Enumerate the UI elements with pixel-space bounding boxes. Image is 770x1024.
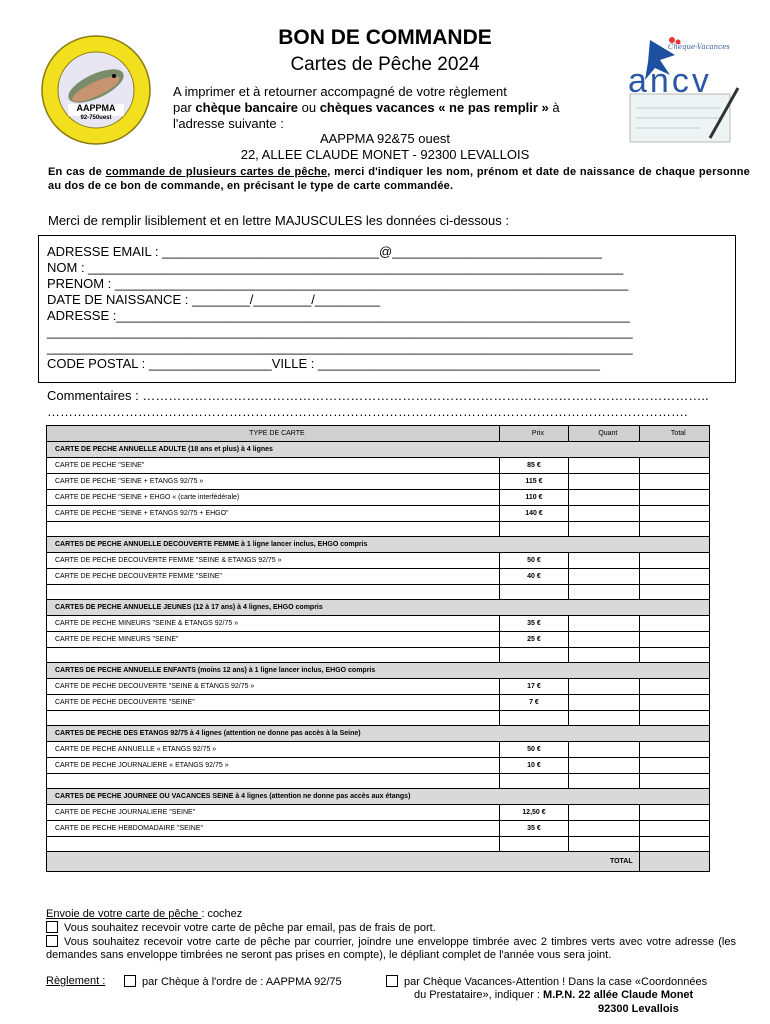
quantity-cell[interactable] <box>569 506 640 522</box>
aappma-logo-subtext: 92-750uest <box>80 115 112 121</box>
spacer-cell <box>47 648 500 663</box>
spacer-row <box>47 522 710 537</box>
total-cell[interactable] <box>639 474 709 490</box>
total-cell[interactable] <box>639 490 709 506</box>
card-type: CARTE DE PECHE DECOUVERTE FEMME "SEINE & ETANGS 92/75 » <box>47 553 500 569</box>
section-title: CARTES DE PECHE DES ETANGS 92/75 à 4 lignes (attention ne donne pas accès à la Seine) <box>47 726 710 742</box>
card-price: 35 € <box>499 821 568 837</box>
page-title: BON DE COMMANDE <box>278 26 492 49</box>
comments-field-line-2[interactable]: …………………………………………………………………………………………………………………………………. <box>47 404 688 419</box>
adresse-line-3[interactable]: _________________________________________________________________________________ <box>47 340 633 355</box>
quantity-cell[interactable] <box>569 490 640 506</box>
cheque-vacances-instruction <box>414 989 693 1002</box>
spacer-cell <box>47 522 500 537</box>
spacer-cell <box>639 774 709 789</box>
cheque-checkbox[interactable] <box>124 975 136 987</box>
quantity-cell[interactable] <box>569 474 640 490</box>
spacer-row <box>47 837 710 852</box>
card-type: CARTE DE PECHE MINEURS "SEINE & ETANGS 92/75 » <box>47 616 500 632</box>
spacer-cell <box>499 522 568 537</box>
option-email-label: Vous souhaitez recevoir votre carte de pêche par email, pas de frais de port. <box>64 922 436 934</box>
table-row <box>47 458 710 474</box>
spacer-cell <box>47 585 500 600</box>
section-header-row <box>47 600 710 616</box>
spacer-cell <box>47 774 500 789</box>
table-row <box>47 679 710 695</box>
table-row <box>47 474 710 490</box>
option-email <box>46 921 736 934</box>
quantity-cell[interactable] <box>569 458 640 474</box>
card-type: CARTE DE PECHE DECOUVERTE FEMME "SEINE" <box>47 569 500 585</box>
table-row <box>47 742 710 758</box>
card-price: 7 € <box>499 695 568 711</box>
ancv-logo-subtext: Chèque-Vacances <box>668 43 730 51</box>
envoi-label-underlined: Envoie de votre carte de pêche <box>46 908 202 920</box>
section-header-row <box>47 726 710 742</box>
birthdate-field[interactable]: DATE DE NAISSANCE : ________/________/_________ <box>47 292 380 307</box>
note-underlined: commande de plusieurs cartes de pêche <box>105 166 328 178</box>
card-price: 10 € <box>499 758 568 774</box>
card-type: CARTE DE PECHE "SEINE + ETANGS 92/75 + EHGO" <box>47 506 500 522</box>
card-type: CARTE DE PECHE MINEURS "SEINE" <box>47 632 500 648</box>
instr-part-a: par <box>173 100 196 115</box>
table-row <box>47 553 710 569</box>
email-field[interactable]: ADRESSE EMAIL : ______________________________@_____________________________ <box>47 244 602 259</box>
quantity-cell[interactable] <box>569 569 640 585</box>
spacer-cell <box>639 648 709 663</box>
section-title: CARTES DE PECHE JOURNEE OU VACANCES SEINE à 4 lignes (attention ne donne pas accès aux étangs) <box>47 789 710 805</box>
card-type: CARTE DE PECHE "SEINE" <box>47 458 500 474</box>
quantity-cell[interactable] <box>569 695 640 711</box>
aappma-logo-text: AAPPMA <box>76 103 116 113</box>
spacer-cell <box>639 522 709 537</box>
instructions-line-3: l'adresse suivante : <box>173 116 284 131</box>
card-price: 85 € <box>499 458 568 474</box>
instr-part-c: ou <box>298 100 320 115</box>
header-type: TYPE DE CARTE <box>47 426 500 442</box>
cheque-vacances-checkbox[interactable] <box>386 975 398 987</box>
table-row <box>47 490 710 506</box>
spacer-row <box>47 585 710 600</box>
total-cell[interactable] <box>639 821 709 837</box>
option-cheque-vacances-label: par Chèque Vacances-Attention ! Dans la case «Coordonnées <box>404 976 708 988</box>
spacer-row <box>47 711 710 726</box>
spacer-cell <box>499 711 568 726</box>
quantity-cell[interactable] <box>569 679 640 695</box>
card-type: CARTE DE PECHE "SEINE + ETANGS 92/75 » <box>47 474 500 490</box>
spacer-cell <box>639 585 709 600</box>
address-line-1: AAPPMA 92&75 ouest <box>319 131 451 146</box>
total-cell[interactable] <box>639 458 709 474</box>
adresse-line-2[interactable]: _________________________________________________________________________________ <box>47 324 633 339</box>
reglement-label-text: Règlement : <box>46 975 106 987</box>
quantity-cell[interactable] <box>569 553 640 569</box>
section-header-row <box>47 442 710 458</box>
spacer-cell <box>639 837 709 852</box>
quantity-cell[interactable] <box>569 616 640 632</box>
section-title: CARTES DE PECHE ANNUELLE DECOUVERTE FEMME à 1 ligne lancer inclus, EHGO compris <box>47 537 710 553</box>
card-type: CARTE DE PECHE DECOUVERTE "SEINE" <box>47 695 500 711</box>
card-type: CARTE DE PECHE DECOUVERTE "SEINE & ETANGS 92/75 » <box>47 679 500 695</box>
option-cheque-label: par Chèque à l'ordre de : AAPPMA 92/75 <box>142 976 342 988</box>
total-cell[interactable] <box>639 632 709 648</box>
spacer-cell <box>569 522 640 537</box>
card-price: 50 € <box>499 742 568 758</box>
option-cheque <box>124 975 342 988</box>
multiple-cards-note <box>48 165 750 193</box>
nom-field[interactable]: NOM : __________________________________________________________________________ <box>47 260 624 275</box>
spacer-cell <box>639 711 709 726</box>
header-total: Total <box>639 426 709 442</box>
page-subtitle: Cartes de Pêche 2024 <box>290 54 480 75</box>
courrier-checkbox[interactable] <box>46 935 58 947</box>
total-cell[interactable] <box>639 805 709 821</box>
spacer-cell <box>569 585 640 600</box>
instr-cheque-bancaire: chèque bancaire <box>195 100 299 115</box>
spacer-cell <box>47 711 500 726</box>
table-row <box>47 506 710 522</box>
spacer-row <box>47 774 710 789</box>
table-row <box>47 632 710 648</box>
reglement-label <box>46 975 105 987</box>
spacer-cell <box>569 774 640 789</box>
spacer-cell <box>499 837 568 852</box>
prenom-field[interactable]: PRENOM : _______________________________________________________________________ <box>47 276 629 291</box>
card-type: CARTE DE PECHE ANNUELLE « ETANGS 92/75 » <box>47 742 500 758</box>
card-price: 17 € <box>499 679 568 695</box>
total-cell[interactable] <box>639 679 709 695</box>
section-header-row <box>47 789 710 805</box>
spacer-row <box>47 648 710 663</box>
instructions-line-1: A imprimer et à retourner accompagné de votre règlement <box>173 84 507 99</box>
total-cell[interactable] <box>639 616 709 632</box>
spacer-cell <box>499 648 568 663</box>
envoi-label-suffix: : cochez <box>201 908 243 920</box>
order-table <box>46 425 710 872</box>
option-cheque-vacances <box>386 975 746 989</box>
card-price: 50 € <box>499 553 568 569</box>
section-title: CARTE DE PECHE ANNUELLE ADULTE (18 ans et plus) à 4 lignes <box>47 442 710 458</box>
note-part-a: En cas de <box>48 166 106 178</box>
instr-part-e: à <box>548 100 560 115</box>
table-header-row <box>47 426 710 442</box>
total-label: TOTAL <box>47 852 640 872</box>
card-type: CARTE DE PECHE "SEINE + EHGO « (carte interfédérale) <box>47 490 500 506</box>
address-line-2: 22, ALLEE CLAUDE MONET - 92300 LEVALLOIS <box>240 147 530 162</box>
option-courrier-label: Vous souhaitez recevoir votre carte de pêche par courrier, joindre une enveloppe timbrée avec 2 timbres verts avec votre adresse (les demandes sans enveloppe timbrées ne seront pas prises en compte), le dépliant complet de l'année vous sera joint. <box>46 936 736 961</box>
total-row <box>47 852 710 872</box>
quantity-cell[interactable] <box>569 805 640 821</box>
card-price: 110 € <box>499 490 568 506</box>
section-title: CARTES DE PECHE ANNUELLE JEUNES (12 à 17 ans) à 4 lignes, EHGO compris <box>47 600 710 616</box>
table-row <box>47 569 710 585</box>
quantity-cell[interactable] <box>569 742 640 758</box>
header-prix: Prix <box>499 426 568 442</box>
envoi-label <box>46 908 242 920</box>
card-type: CARTE DE PECHE JOURNALIERE "SEINE" <box>47 805 500 821</box>
personal-info-box <box>38 235 736 383</box>
option-courrier <box>46 935 736 962</box>
instr-cheques-vacances: chèques vacances « ne pas remplir » <box>319 100 549 115</box>
spacer-cell <box>499 585 568 600</box>
total-cell[interactable] <box>639 695 709 711</box>
comments-field[interactable]: Commentaires : ………………………………………………………………………………………………………………….. <box>47 388 709 403</box>
total-cell[interactable] <box>639 758 709 774</box>
card-price: 25 € <box>499 632 568 648</box>
quantity-cell[interactable] <box>569 758 640 774</box>
total-cell[interactable] <box>639 506 709 522</box>
spacer-cell <box>47 837 500 852</box>
table-row <box>47 758 710 774</box>
grand-total-cell[interactable] <box>639 852 709 872</box>
spacer-cell <box>569 837 640 852</box>
postal-address <box>0 131 770 163</box>
card-type: CARTE DE PECHE JOURNALIERE « ETANGS 92/75 » <box>47 758 500 774</box>
aappma-logo <box>40 34 152 146</box>
section-header-row <box>47 537 710 553</box>
vac-instruction-address: M.P.N. 22 allée Claude Monet <box>543 989 694 1001</box>
quantity-cell[interactable] <box>569 632 640 648</box>
note-part-c: , merci d'indiquer les nom, prénom et date de naissance de chaque personne au dos de ce bon de commande, en précisant le type de carte commandée. <box>48 166 750 192</box>
quantity-cell[interactable] <box>569 821 640 837</box>
card-price: 12,50 € <box>499 805 568 821</box>
section-header-row <box>47 663 710 679</box>
table-row <box>47 805 710 821</box>
table-row <box>47 616 710 632</box>
total-cell[interactable] <box>639 553 709 569</box>
adresse-field[interactable]: ADRESSE :_______________________________________________________________________ <box>47 308 630 323</box>
table-row <box>47 821 710 837</box>
card-price: 35 € <box>499 616 568 632</box>
email-checkbox[interactable] <box>46 921 58 933</box>
ancv-logo-text: ancv <box>628 62 712 100</box>
instructions <box>173 84 613 132</box>
table-row <box>47 695 710 711</box>
header-quant: Quant <box>569 426 640 442</box>
card-price: 140 € <box>499 506 568 522</box>
card-type: CARTE DE PECHE HEBDOMADAIRE "SEINE" <box>47 821 500 837</box>
vac-instruction-text: du Prestataire», indiquer : <box>414 989 544 1001</box>
form-instruction: Merci de remplir lisiblement et en lettre MAJUSCULES les données ci-dessous : <box>48 213 509 228</box>
section-title: CARTES DE PECHE ANNUELLE ENFANTS (moins 12 ans) à 1 ligne lancer inclus, EHGO compris <box>47 663 710 679</box>
spacer-cell <box>569 648 640 663</box>
spacer-cell <box>569 711 640 726</box>
total-cell[interactable] <box>639 569 709 585</box>
code-postal-ville-field[interactable]: CODE POSTAL : _________________VILLE : _______________________________________ <box>47 356 600 371</box>
spacer-cell <box>499 774 568 789</box>
cheque-vacances-city: 92300 Levallois <box>598 1003 679 1015</box>
total-cell[interactable] <box>639 742 709 758</box>
card-price: 115 € <box>499 474 568 490</box>
card-price: 40 € <box>499 569 568 585</box>
instructions-line-2 <box>173 100 613 116</box>
